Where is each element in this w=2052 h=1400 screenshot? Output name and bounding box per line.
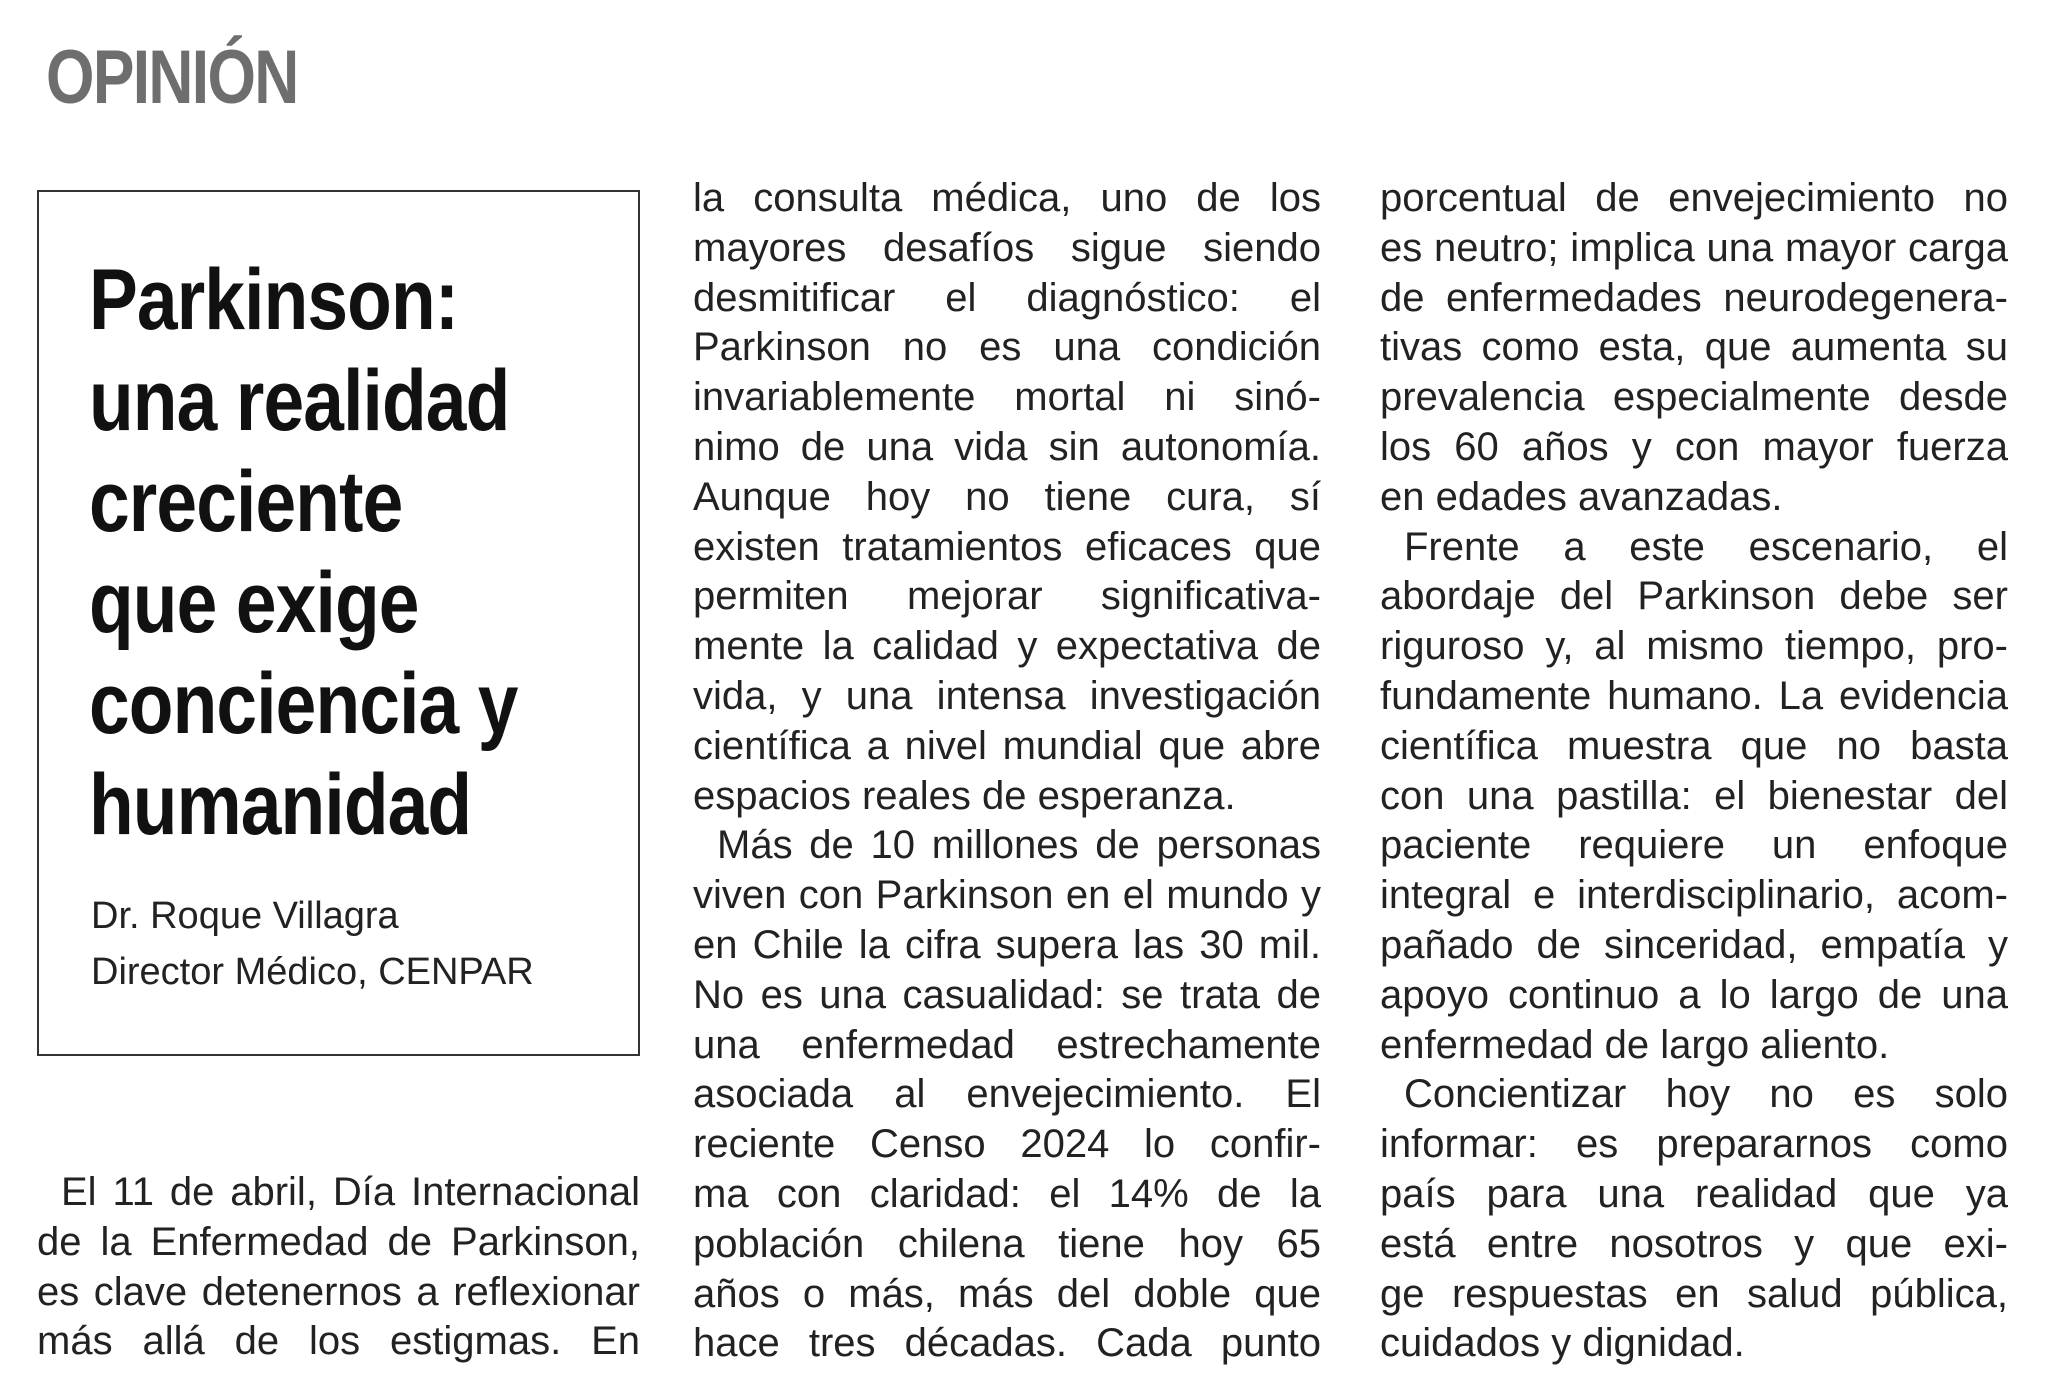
text-line: paciente requiere un enfoque [1380,823,2008,868]
text-line: nimo de una vida sin autonomía. [693,424,1321,469]
text-line: reciente Censo 2024 lo confir- [693,1122,1321,1167]
text-line: Concientizar hoy no es solo [1404,1072,2008,1117]
text-line: en edades avanzadas. [1380,474,1783,519]
text-line: desmitificar el diagnóstico: el [693,275,1321,320]
text-line: riguroso y, al mismo tiempo, pro- [1380,624,2008,669]
headline-line: humanidad [89,757,472,853]
text-line: científica muestra que no basta [1380,723,2008,768]
headline-line: que exige [89,555,419,651]
text-line: más allá de los estigmas. En [37,1319,640,1364]
text-line: la consulta médica, uno de los [693,176,1321,220]
text-line: mente la calidad y expectativa de [693,624,1321,669]
text-line: país para una realidad que ya [1380,1171,2008,1216]
article-column-2 [693,174,1321,1369]
text-line: fundamente humano. La evidencia [1380,673,2008,718]
headline-line: Parkinson: [89,252,459,348]
article-column-1 [37,1168,640,1367]
text-line: una enfermedad estrechamente [693,1022,1321,1067]
text-line: es neutro; implica una mayor carga [1380,225,2008,270]
text-line: población chilena tiene hoy 65 [693,1221,1321,1266]
headline-line: conciencia y [89,656,518,752]
author-role: Director Médico, CENPAR [91,951,534,993]
text-line: cuidados y dignidad. [1380,1321,1745,1366]
text-line: científica a nivel mundial que abre [693,723,1321,768]
byline [91,888,534,1000]
text-line: apoyo continuo a lo largo de una [1380,972,2008,1017]
text-line: No es una casualidad: se trata de [693,972,1321,1017]
headline-line: creciente [89,454,403,550]
text-line: es clave detenernos a reflexionar [37,1269,640,1314]
text-line: prevalencia especialmente desde [1380,375,2008,420]
text-line: Aunque hoy no tiene cura, sí [693,474,1321,519]
text-line: los 60 años y con mayor fuerza [1380,424,2008,469]
text-line: hace tres décadas. Cada punto [693,1321,1321,1366]
text-line: vida, y una intensa investigación [693,673,1321,718]
text-line: años o más, más del doble que [693,1271,1321,1316]
text-line: abordaje del Parkinson debe ser [1380,574,2008,619]
text-line: Frente a este escenario, el [1404,524,2008,569]
text-line: Parkinson no es una condición [693,325,1321,370]
text-line: de enfermedades neurodegenera- [1380,275,2008,320]
text-line: existen tratamientos eficaces que [693,524,1321,569]
section-label: OPINIÓN [46,35,298,120]
article-column-3 [1380,174,2008,1369]
text-line: Más de 10 millones de personas [717,823,1321,868]
text-line: El 11 de abril, Día Internacional [61,1170,640,1214]
text-line: está entre nosotros y que exi- [1380,1221,2008,1266]
author-name: Dr. Roque Villagra [91,895,399,937]
text-line: permiten mejorar significativa- [693,574,1321,619]
text-line: viven con Parkinson en el mundo y [693,873,1321,918]
text-line: pañado de sinceridad, empatía y [1380,922,2008,967]
headline-box [37,190,640,1056]
text-line: integral e interdisciplinario, acom- [1380,873,2008,918]
text-line: en Chile la cifra supera las 30 mil. [693,922,1321,967]
text-line: invariablemente mortal ni sinó- [693,375,1321,420]
text-line: ma con claridad: el 14% de la [693,1171,1321,1216]
text-line: mayores desafíos sigue siendo [693,225,1321,270]
text-line: enfermedad de largo aliento. [1380,1022,1890,1067]
text-line: de la Enfermedad de Parkinson, [37,1219,640,1264]
text-line: espacios reales de esperanza. [693,773,1236,818]
text-line: informar: es prepararnos como [1380,1122,2008,1167]
text-line: porcentual de envejecimiento no [1380,176,2008,220]
text-line: tivas como esta, que aumenta su [1380,325,2008,370]
text-line: ge respuestas en salud pública, [1380,1271,2008,1316]
headline-line: una realidad [89,353,510,449]
headline [89,250,565,856]
text-line: con una pastilla: el bienestar del [1380,773,2008,818]
text-line: asociada al envejecimiento. El [693,1072,1321,1117]
